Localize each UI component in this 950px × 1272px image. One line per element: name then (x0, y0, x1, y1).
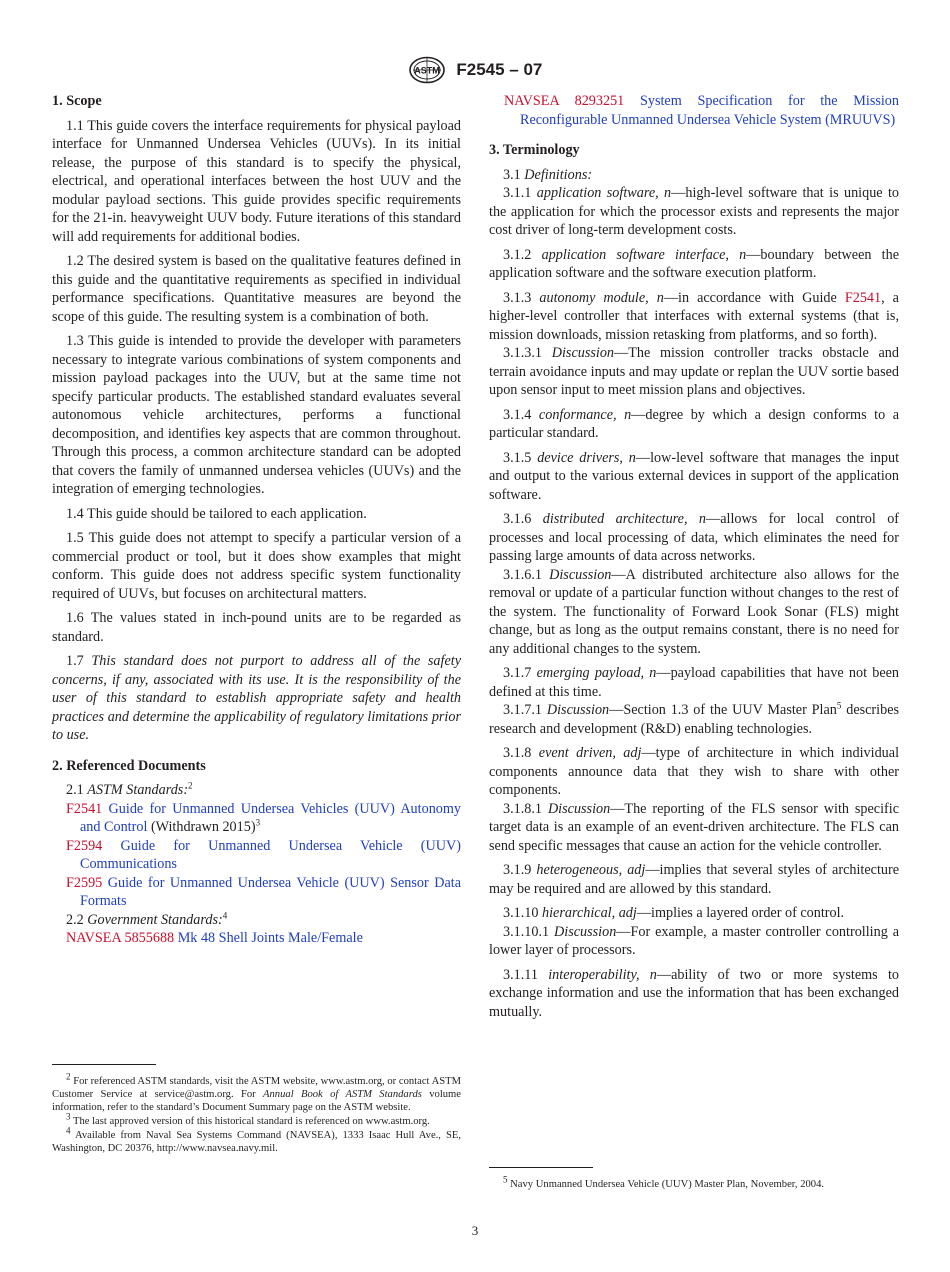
footnote-5: $^5$ Navy Unmanned Undersea Vehicle (UUV) Master Plan, November, 2004. (503, 1174, 825, 1190)
defined-term: conformance, n (538, 406, 632, 423)
reference-code-link[interactable]: F2594 (66, 837, 103, 854)
definition-3-1-7: 3.1.7 emerging payload, n—payload capabilities that have not been defined at this time. (489, 665, 900, 700)
defined-term: interoperability, n (548, 966, 657, 983)
reference-navsea-8293251 (489, 92, 899, 129)
right-column (489, 92, 899, 1027)
footnote-ref-5[interactable]: 5 (836, 700, 842, 711)
paragraph-1-3: 1.3 This guide is intended to provide the developer with parameters necessary to integrate various combinations of system components and mission payload packages into the UUV, but at the same time not specify particular products. The established standard evaluates several autonomous vehicle architectures, performs a functional decomposition, and identifies key aspects that are common throughout. Through this process, a common architecture standard can be adopted that covers the family of unmanned undersea vehicles (UUVs) and the integration of emerging technologies. (52, 333, 461, 497)
paragraph-1-6: 1.6 The values stated in inch-pound units are to be regarded as standard. (52, 610, 461, 645)
document-code: F2545 – 07 (456, 60, 543, 79)
paragraph-1-4: 1.4 This guide should be tailored to each application. (66, 505, 367, 522)
definition-3-1-1: 3.1.1 application software, n—high-level software that is unique to the application for which the processor exists and represents the major cost driver of long-term development costs. (489, 185, 899, 238)
reference-code-link[interactable]: NAVSEA 5855688 (66, 930, 175, 946)
defined-term: hierarchical, adj (542, 905, 637, 921)
paragraph-3-1: 3.1 Definitions: (503, 166, 593, 183)
defined-term: application software, n (536, 185, 672, 201)
paragraph-1-7 (52, 652, 461, 745)
discussion-3-1-7-1: 3.1.7.1 Discussion—Section 1.3 of the UUV Master Plan$^5$ describes research and development (R&D) enabling technologies. (489, 700, 900, 737)
paragraph-number: 2.2 (66, 911, 84, 928)
paragraph-2-2 (52, 911, 461, 930)
svg-text:ASTM: ASTM (413, 65, 440, 76)
reference-code-link[interactable]: F2595 (66, 874, 103, 891)
section-heading-scope: 1. Scope (52, 93, 102, 109)
guide-f2541-link[interactable]: F2541 (844, 289, 882, 306)
defined-term: emerging payload, n (536, 665, 657, 681)
footnote-4: $^4$ Available from Naval Sea Systems Command (NAVSEA), 1333 Isaac Hull Ave., SE, Washington, DC 20376, http://www.navsea.navy.mil. (52, 1125, 461, 1154)
reference-title-link[interactable]: System Specification for the Mission Reconfigurable Unmanned Undersea Vehicle System (MRUUVS) (520, 93, 899, 128)
reference-title-link[interactable]: Guide for Unmanned Undersea Vehicles (UUV) Autonomy and Control (80, 800, 462, 835)
footnote-divider (489, 1167, 593, 1168)
left-column (52, 92, 461, 948)
reference-title-link[interactable]: Mk 48 Shell Joints Male/Female (177, 930, 363, 946)
footnote-3: $^3$ The last approved version of this historical standard is referenced on www.astm.org. (66, 1111, 430, 1127)
footnote-ref-3[interactable]: 3 (255, 817, 261, 828)
footnotes-left (52, 1071, 462, 1156)
definition-3-1-9: 3.1.9 heterogeneous, adj—implies that several styles of architecture may be required and are allowed by this standard. (489, 862, 900, 897)
astm-standards-label: ASTM Standards: (87, 782, 189, 798)
reference-f2541 (52, 800, 461, 837)
discussion-3-1-10-1: 3.1.10.1 Discussion—For example, a master controller controlling a lower layer of processors. (489, 923, 899, 958)
paragraph-number: 1.7 (66, 653, 84, 669)
page-header (0, 56, 950, 84)
reference-f2594 (52, 837, 461, 874)
reference-navsea-5855688 (52, 929, 461, 948)
defined-term: device drivers, n (537, 449, 636, 466)
footnote-ref-4[interactable]: 4 (222, 909, 228, 920)
government-standards-label: Government Standards: (87, 911, 223, 928)
section-heading-referenced-documents: 2. Referenced Documents (52, 757, 206, 774)
discussion-3-1-8-1: 3.1.8.1 Discussion—The reporting of the FLS sensor with specific target data is an example of an event-driven architecture. The FLS can send specific messages that cause an action for the vehicle controller. (489, 800, 900, 854)
reference-f2595 (52, 874, 461, 911)
definition-3-1-2: 3.1.2 application software interface, n—boundary between the application software and the software execution platform. (489, 246, 899, 281)
paragraph-2-1 (52, 781, 461, 800)
defined-term: autonomy module, n (539, 289, 664, 306)
reference-title-link[interactable]: Guide for Unmanned Undersea Vehicle (UUV) Communications (80, 837, 461, 872)
definition-3-1-4: 3.1.4 conformance, n—degree by which a design conforms to a particular standard. (489, 406, 900, 441)
definition-3-1-11: 3.1.11 interoperability, n—ability of two or more systems to exchange information and use the information that has been exchanged mutually. (489, 966, 899, 1020)
footnote-ref-2[interactable]: 2 (188, 780, 193, 791)
astm-logo-icon (408, 56, 446, 84)
defined-term: application software interface, n (541, 246, 747, 263)
footnote-2: $^2$ For referenced ASTM standards, visit the ASTM website, www.astm.org, or contact ASTM Customer Service at service@astm.org. For Annual Book of ASTM Standards volume information, refer to the standard’s Document Summary page on the ASTM website. (52, 1071, 462, 1113)
page-number: 3 (471, 1223, 479, 1238)
withdrawn-note: (Withdrawn 2015) (147, 819, 256, 835)
definition-3-1-8: 3.1.8 event driven, adj—type of architecture in which individual components announce data that they wish to share with other components. (489, 745, 900, 798)
defined-term: heterogeneous, adj (536, 862, 646, 878)
discussion-3-1-6-1: 3.1.6.1 Discussion—A distributed architecture also allows for the removal or update of a particular function without changes to the rest of the system. The functionality of Forward Look Sonar (FLS) might change, but as long as the output remains constant, there is no need for any additional changes to the system. (489, 566, 899, 657)
footnote-divider (52, 1064, 156, 1065)
footnotes-right (489, 1174, 899, 1192)
defined-term: distributed architecture, n (542, 511, 707, 527)
reference-title-link[interactable]: Guide for Unmanned Undersea Vehicle (UUV) Sensor Data Formats (80, 874, 461, 909)
paragraph-1-1: 1.1 This guide covers the interface requirements for physical payload interface for Unmanned Undersea Vehicles (UUVs). In its initial release, the purpose of this standard is to specify the physical, electrical, and operational interfaces between the host UUV and the modular payload sections. This guide provides specific requirements for the 21-in. heavyweight UUV body. Future iterations of this standard will add requirements for additional bodies. (52, 117, 461, 245)
definition-3-1-6: 3.1.6 distributed architecture, n—allows for local control of processes and local processing of data, which eliminates the need for passing large amounts of data across networks. (489, 511, 900, 564)
definition-3-1-5: 3.1.5 device drivers, n—low-level software that manages the input and output to the various external devices in support of the application software. (489, 449, 900, 503)
paragraph-1-5: 1.5 This guide does not attempt to specify a particular version of a commercial product or tool, but it does show examples that might conform. This guide does not address specific system functionality required of UUVs, but focuses on architectural matters. (52, 530, 461, 602)
definition-3-1-10: 3.1.10 hierarchical, adj—implies a layered order of control. (503, 905, 845, 921)
reference-code-link[interactable]: NAVSEA 8293251 (504, 93, 625, 109)
paragraph-number: 2.1 (66, 782, 84, 798)
definition-3-1-3: 3.1.3 autonomy module, n—in accordance with Guide F2541, a higher-level controller that interfaces with external systems (that is, mission downloads, mission retasking from platforms, and so forth). (489, 289, 899, 343)
defined-term: event driven, adj (538, 745, 642, 761)
paragraph-1-2: 1.2 The desired system is based on the qualitative features defined in this guide and the quantitative requirements as specified in individual performance specifications. Quantitative measures are beyond the scope of this guide. The resulting system is a combination of both. (52, 253, 461, 325)
section-heading-terminology: 3. Terminology (489, 142, 580, 158)
discussion-3-1-3-1: 3.1.3.1 Discussion—The mission controller tracks obstacle and terrain avoidance inputs and may update or replan the UUV sortie based upon sensor input to meet mission plans and objectives. (489, 345, 899, 398)
reference-code-link[interactable]: F2541 (66, 800, 103, 817)
safety-caveat: This standard does not purport to address all of the safety concerns, if any, associated with its use. It is the responsibility of the user of this standard to establish appropriate safety and health practices and determine the applicability of regulatory limitations prior to use. (52, 653, 461, 743)
